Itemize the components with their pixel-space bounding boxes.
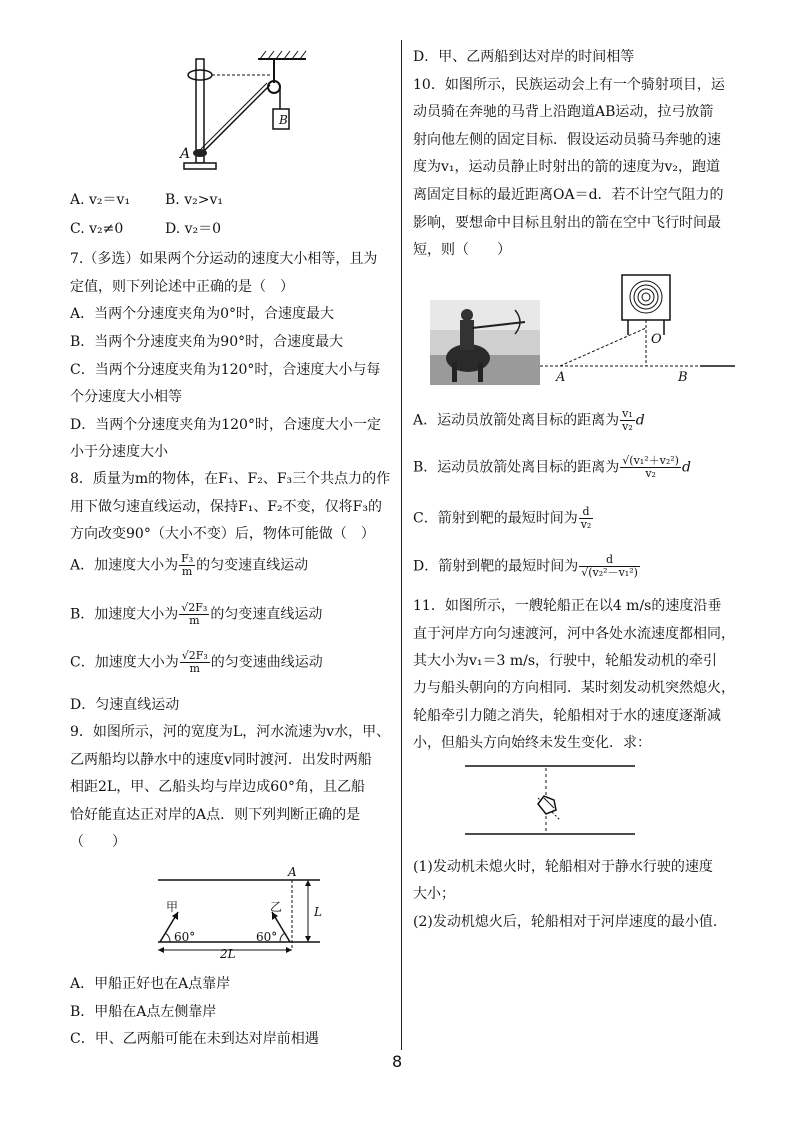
q9-option-a: A．甲船正好也在A点靠岸: [70, 976, 231, 992]
q10-option-b: B．运动员放箭处离目标的距离为 $\frac{\text{√(v₁²＋v₂²)}}{\text{v₂}}$ d: [413, 454, 691, 480]
q9-option-c: C．甲、乙两船可能在未到达对岸前相遇: [70, 1031, 319, 1047]
q7-option-c-2: 个分速度大小相等: [70, 389, 182, 405]
q11-part2: (2)发动机熄火后，轮船相对于河岸速度的最小值．: [413, 914, 727, 930]
q10-fig-label-a: A: [556, 370, 566, 385]
q10-archer-photo: [430, 300, 540, 385]
q7-option-d-1: D．当两个分速度夹角为120°时，合速度大小一定: [70, 417, 381, 433]
q8-option-c: C．加速度大小为 $\frac{\text{√2F₃}}{m}$ 的匀变速曲线运动: [70, 649, 323, 675]
q9-stem-4: 恰好能直达正对岸的A点．则下列判断正确的是: [70, 807, 361, 823]
q9-fig-label-a: A: [288, 865, 297, 879]
q11-line-4: 力与船头朝向的方向相同．某时刻发动机突然熄火，: [413, 680, 735, 696]
q7-option-c-1: C．当两个分速度夹角为120°时，合速度大小与每: [70, 362, 381, 378]
q10-line-2: 动员骑在奔驰的马背上沿跑道AB运动，拉弓放箭: [413, 104, 714, 120]
q10-line-6: 影响，要想命中目标且射出的箭在空中飞行时间最: [413, 215, 721, 231]
q7-stem-1: 7.（多选）如果两个分运动的速度大小相等，且为: [70, 251, 378, 267]
q9-fig-label-l: L: [314, 905, 322, 919]
q11-line-5: 轮船牵引力随之消失，轮船相对于水的速度逐渐减: [413, 708, 721, 724]
q11-line-2: 直于河岸方向匀速渡河，河中各处水流速度都相同，: [413, 626, 735, 642]
column-divider: [401, 40, 402, 1050]
q9-fig-label-angle1: 60°: [174, 930, 196, 944]
q6-pulley-figure: [170, 45, 310, 185]
q9-fig-label-jia: 甲: [166, 900, 179, 914]
q10-line-3: 射向他左侧的固定目标．假设运动员骑马奔驰的速: [413, 132, 721, 148]
q11-part1-line-2: 大小；: [413, 886, 455, 902]
q8-stem-3: 方向改变90°（大小不变）后，物体可能做（ ）: [70, 526, 375, 542]
q10-line-7: 短，则（ ）: [413, 242, 511, 258]
q10-target-diagram: [540, 270, 740, 380]
q8-option-a: A．加速度大小为 $\frac{\text{F₃}}{m}$ 的匀变速直线运动: [70, 552, 309, 578]
q9-stem-3: 相距2L，甲、乙船头均与岸边成60°角，且乙船: [70, 779, 366, 795]
q10-line-1: 10．如图所示，民族运动会上有一个骑射项目，运: [413, 77, 725, 93]
q9-stem-2: 乙两船均以静水中的速度v同时渡河．出发时两船: [70, 752, 372, 768]
q10-option-d: D．箭射到靶的最短时间为 $\frac{d}{\text{√(v₂²－v₁²)}}$: [413, 553, 638, 579]
q11-boat-figure: [460, 758, 640, 843]
q10-line-5: 离固定目标的最近距离OA＝d．若不计空气阻力的: [413, 187, 724, 203]
q11-line-3: 其大小为v₁＝3 m/s，行驶中，轮船发动机的牵引: [413, 653, 718, 669]
q9-fig-label-angle2: 60°: [256, 930, 278, 944]
q7-option-a: A．当两个分速度夹角为0°时，合速度最大: [70, 306, 335, 322]
q8-option-b: B．加速度大小为 $\frac{\text{√2F₃}}{m}$ 的匀变速直线运动: [70, 601, 323, 627]
q9-stem-5: （ ）: [70, 834, 126, 850]
q7-option-d-2: 小于分速度大小: [70, 444, 168, 460]
q10-option-c: C．箭射到靶的最短时间为 $\frac{d}{\text{v₂}}$: [413, 505, 592, 531]
q6-option-b: B. v₂>v₁: [165, 192, 223, 208]
q11-line-1: 11．如图所示，一艘轮船正在以4 m/s的速度沿垂: [413, 598, 722, 614]
page-number: 8: [392, 1052, 403, 1071]
q6-label-a: A: [180, 146, 191, 162]
q9-fig-label-2l: 2L: [220, 947, 236, 961]
q9-option-d: D．甲、乙两船到达对岸的时间相等: [413, 49, 635, 65]
q9-option-b: B．甲船在A点左侧靠岸: [70, 1004, 217, 1020]
q9-stem-1: 9．如图所示，河的宽度为L，河水流速为v水，甲、: [70, 724, 391, 740]
q6-option-d: D. v₂＝0: [165, 221, 222, 237]
q10-fig-label-b: B: [678, 370, 688, 385]
q10-fig-label-o: O: [651, 332, 662, 347]
q8-stem-1: 8．质量为m的物体，在F₁、F₂、F₃三个共点力的作: [70, 471, 391, 487]
q11-line-6: 小，但船头方向始终未发生变化．求：: [413, 735, 651, 751]
q8-option-d: D．匀速直线运动: [70, 697, 180, 713]
q7-stem-2: 定值，则下列论述中正确的是（ ）: [70, 279, 294, 295]
q10-option-a: A．运动员放箭处离目标的距离为 $\frac{\text{v₁}}{\text{v₂}}$ d: [413, 407, 645, 433]
q6-label-b: B: [279, 113, 288, 127]
q8-stem-2: 用下做匀速直线运动，保持F₁、F₂不变，仅将F₃的: [70, 499, 382, 515]
q7-option-b: B．当两个分速度夹角为90°时，合速度最大: [70, 334, 344, 350]
q9-fig-label-yi: 乙: [270, 900, 283, 914]
q6-option-c: C. v₂≠0: [70, 221, 124, 237]
q11-part1-line-1: (1)发动机未熄火时，轮船相对于静水行驶的速度: [413, 859, 713, 875]
q6-option-a: A. v₂＝v₁: [70, 192, 131, 208]
q10-line-4: 度为v₁，运动员静止时射出的箭的速度为v₂，跑道: [413, 159, 721, 175]
